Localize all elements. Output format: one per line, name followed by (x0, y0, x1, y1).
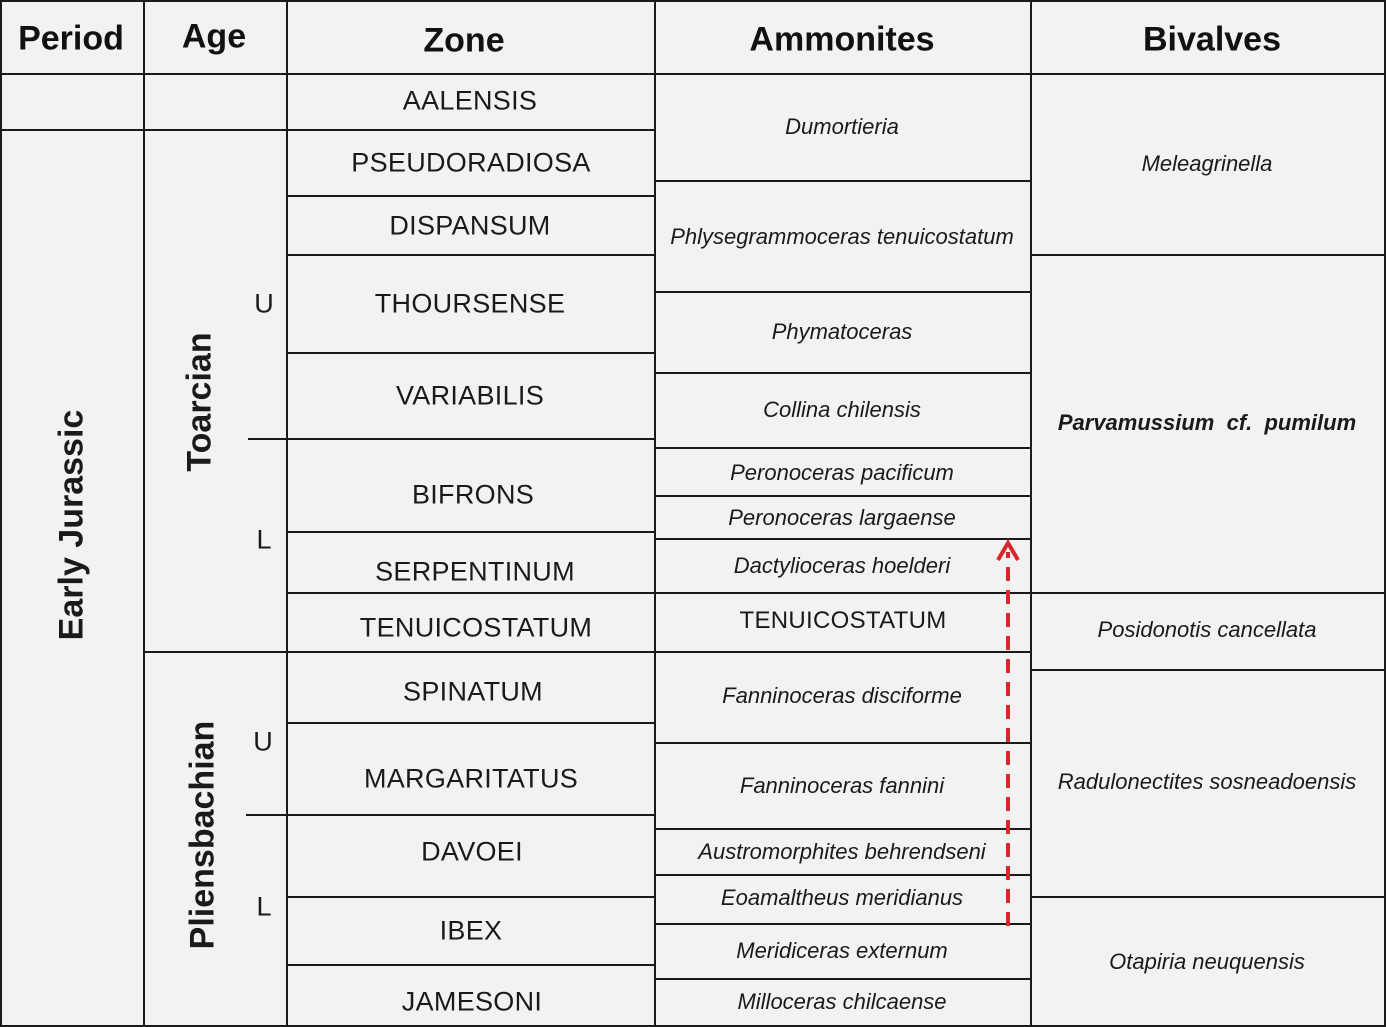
ammonite-cell: Dactylioceras hoelderi (733, 553, 951, 578)
substage-pliens-lower: L (256, 891, 272, 922)
header-age: Age (181, 17, 247, 56)
age-pliensbachian: Pliensbachian (183, 720, 222, 950)
ammonite-cell: Peronoceras pacificum (730, 460, 954, 485)
zone-cell: DISPANSUM (389, 210, 551, 241)
zone-cell: MARGARITATUS (363, 763, 579, 794)
ammonite-cell: Dumortieria (785, 114, 899, 139)
ammonite-cell: TENUICOSTATUM (739, 607, 947, 634)
header-period: Period (18, 19, 124, 58)
bivalve-cell: Parvamussium cf. pumilum (1057, 410, 1357, 435)
bivalve-cell: Posidonotis cancellata (1097, 617, 1317, 642)
zone-cell: AALENSIS (402, 85, 538, 116)
header-zone: Zone (423, 21, 505, 60)
bivalve-cell: Radulonectites sosneadoensis (1057, 769, 1357, 794)
range-arrow (998, 543, 1018, 926)
ammonite-cell: Fanninoceras disciforme (722, 683, 962, 708)
age-toarcian: Toarcian (180, 332, 219, 472)
zone-cell: SPINATUM (403, 676, 543, 707)
ammonite-cell: Phymatoceras (771, 319, 913, 344)
zone-cell: DAVOEI (421, 836, 523, 867)
zone-cell: VARIABILIS (395, 380, 545, 411)
substage-pliens-upper: U (253, 726, 273, 757)
bivalve-cell: Otapiria neuquensis (1109, 949, 1305, 974)
zone-cell: IBEX (439, 915, 503, 946)
header-bivalves: Bivalves (1143, 20, 1281, 59)
ammonite-cell: Milloceras chilcaense (737, 989, 947, 1014)
zone-cell: TENUICOSTATUM (359, 612, 593, 643)
ammonite-cell: Eoamaltheus meridianus (720, 885, 964, 910)
substage-toarcian-lower: L (256, 524, 272, 555)
substage-toarcian-upper: U (254, 288, 274, 319)
ammonite-cell: Fanninoceras fannini (739, 773, 945, 798)
ammonite-cell: Austromorphites behrendseni (698, 839, 986, 864)
ammonite-cell: Peronoceras largaense (728, 505, 956, 530)
zone-cell: SERPENTINUM (375, 556, 575, 587)
ammonite-cell: Meridiceras externum (736, 938, 948, 963)
ammonite-cell: Phlysegrammoceras tenuicostatum (670, 224, 1014, 249)
header-ammonites: Ammonites (749, 20, 935, 59)
zone-cell: PSEUDORADIOSA (351, 147, 591, 178)
zone-cell: BIFRONS (411, 479, 535, 510)
bivalve-cell: Meleagrinella (1141, 151, 1273, 176)
period-label: Early Jurassic (52, 409, 91, 641)
ammonite-cell: Collina chilensis (763, 397, 921, 422)
zone-cell: JAMESONI (401, 986, 543, 1017)
zone-cell: THOURSENSE (374, 288, 566, 319)
